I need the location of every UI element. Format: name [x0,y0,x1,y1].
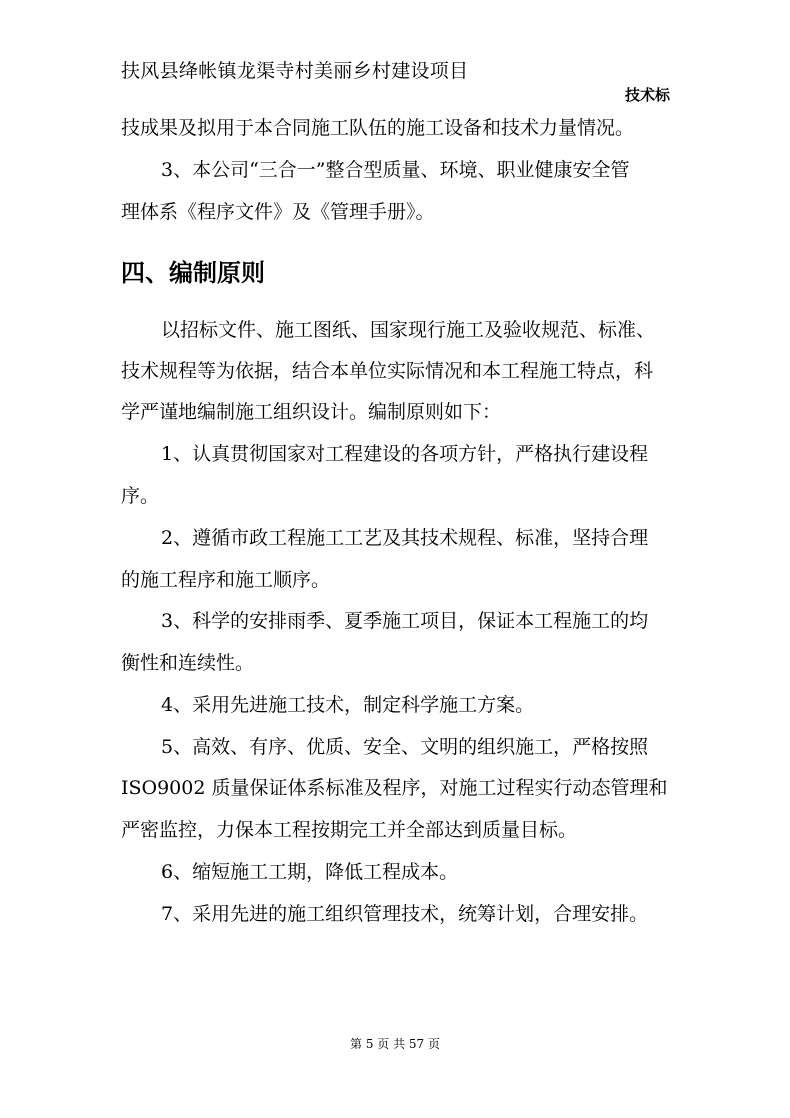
list-item-line: ISO9002 质量保证体系标准及程序，对施工过程实行动态管理和 [121,777,668,799]
paragraph-line: 理体系《程序文件》及《管理手册》。 [121,201,435,223]
list-item-line: 2、遵循市政工程施工工艺及其技术规程、标准，坚持合理 [161,527,649,549]
page-number: 第 5 页 共 57 页 [350,1037,440,1051]
list-item-line: 1、认真贯彻国家对工程建设的各项方针，严格执行建设程 [161,443,649,465]
list-item-line: 衡性和连续性。 [121,652,255,674]
paragraph-line: 技成果及拟用于本合同施工队伍的施工设备和技术力量情况。 [121,117,635,139]
list-item-line: 4、采用先进施工技术，制定科学施工方案。 [161,694,535,716]
list-item-line: 序。 [121,485,160,507]
list-item-line: 5、高效、有序、优质、安全、文明的组织施工，严格按照 [161,736,649,758]
header-title: 扶风县绛帐镇龙渠寺村美丽乡村建设项目 [121,60,469,82]
list-item-line: 的施工程序和施工顺序。 [121,569,331,591]
list-item-line: 7、采用先进的施工组织管理技术，统筹计划，合理安排。 [161,903,649,925]
paragraph-line: 学严谨地编制施工组织设计。编制原则如下： [121,401,502,423]
paragraph-line: 以招标文件、施工图纸、国家现行施工及验收规范、标准、 [161,319,656,341]
header-divider [121,106,670,107]
list-item-line: 3、科学的安排雨季、夏季施工项目，保证本工程施工的均 [161,610,649,632]
paragraph-line: 3、本公司“三合一”整合型质量、环境、职业健康安全管 [161,159,630,181]
list-item-line: 严密监控，力保本工程按期完工并全部达到质量目标。 [121,819,578,841]
list-item-line: 6、缩短施工工期，降低工程成本。 [161,861,459,883]
paragraph-line: 技术规程等为依据，结合本单位实际情况和本工程施工特点，科 [121,360,654,382]
header-tag: 技术标 [624,86,670,104]
section-heading: 四、编制原则 [121,259,265,287]
